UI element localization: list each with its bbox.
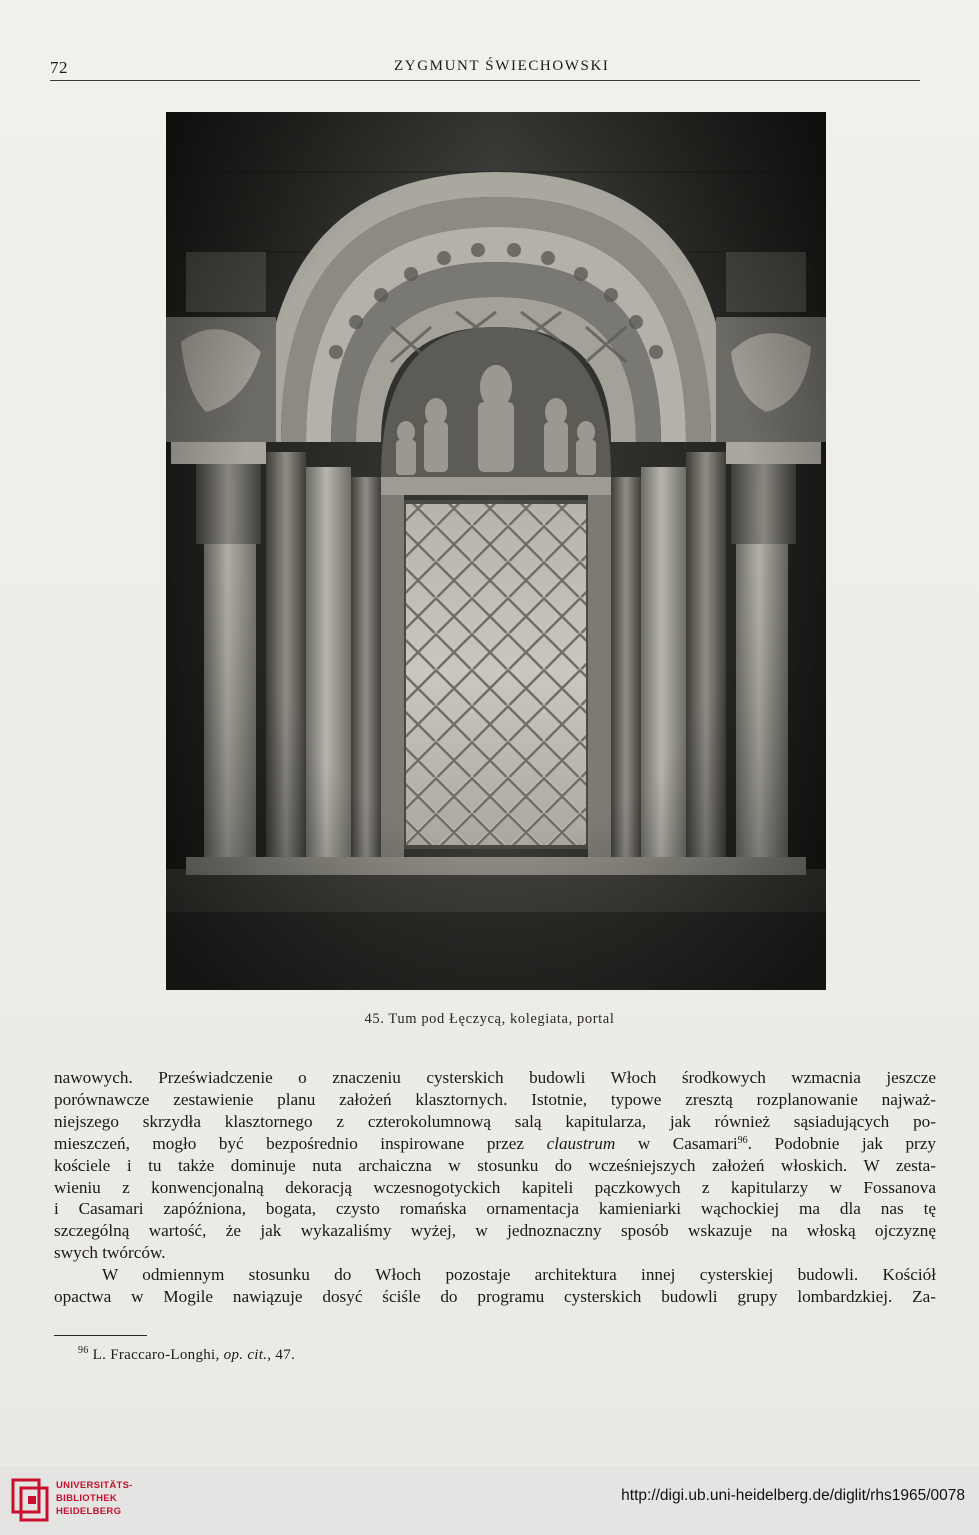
permalink-url[interactable]: http://digi.ub.uni-heidelberg.de/diglit/rhs1965/0078 [621, 1487, 965, 1504]
footnote-rule [54, 1335, 147, 1336]
figure-caption: 45. Tum pod Łęczycą, kolegiata, portal [364, 1011, 615, 1027]
text-line: kościele i tu także dominuje nuta archaiczna w stosunku do wcześniejszych założeń włoskich. W zesta- [54, 1155, 936, 1175]
italic-term: claustrum [546, 1133, 616, 1153]
running-head: ZYGMUNT ŚWIECHOWSKI [394, 58, 610, 74]
text-fragment: . Podobnie jak przy [747, 1133, 936, 1153]
text-line: swych twórców. [54, 1243, 166, 1263]
footnote-96 [78, 1347, 295, 1364]
ub-heidelberg-logo-icon [10, 1476, 50, 1524]
portal-photograph-illustration [166, 112, 826, 990]
footnote-number: 96 [78, 1345, 89, 1356]
library-name-line: BIBLIOTHEK [56, 1493, 118, 1504]
text-fragment: w Casamari [637, 1133, 738, 1153]
library-name-line: HEIDELBERG [56, 1506, 122, 1517]
figure-photo-portal [166, 112, 826, 990]
text-fragment: mieszczeń, mogło być bezpośrednio inspirowane przez [54, 1133, 525, 1153]
footnote-pages: , 47. [267, 1347, 296, 1363]
text-line: i Casamari zapóźniona, bogata, czysto romańska ornamentacja kamieniarki wąchockiej ma dla nas tę [54, 1199, 936, 1219]
header-rule [50, 80, 920, 81]
library-name-line: UNIVERSITÄTS- [56, 1480, 133, 1491]
paragraph-2 [54, 1264, 936, 1308]
text-line [54, 1133, 936, 1155]
library-name [56, 1479, 133, 1518]
text-line: opactwa w Mogile nawiązuje dosyć ściśle do programu cysterskich budowli grupy lombardzkiej. Za- [54, 1287, 936, 1307]
text-line: szczególną wartość, że jak wykazaliśmy wyżej, w jednoznaczny sposób wskazuje na włoską ojczyznę [54, 1221, 936, 1241]
library-footer-bar [0, 1466, 979, 1535]
text-line: W odmiennym stosunku do Włoch pozostaje architektura innej cysterskiej budowli. Kościół [102, 1265, 936, 1285]
text-line: niejszego skrzydła klasztornego z czterokolumnową salą kapitularza, jak również sąsiadujących po- [54, 1111, 936, 1131]
body-text [54, 1067, 936, 1308]
footnote-marker: 96 [737, 1134, 748, 1146]
text-line: wieniu z konwencjonalną dekoracją wczesnogotyckich kapiteli pączkowych z kapitularzy w Fossanova [54, 1177, 936, 1197]
footnote-ref: op. cit. [223, 1347, 268, 1363]
page-number: 72 [50, 58, 68, 77]
text-line: porównawcze zestawienie planu założeń klasztornych. Istotnie, typowe zresztą rozplanowanie najważ- [54, 1089, 936, 1109]
paragraph-1 [54, 1067, 936, 1264]
text-line: nawowych. Przeświadczenie o znaczeniu cysterskich budowli Włoch środkowych wzmacnia jeszcze [54, 1068, 936, 1087]
footnote-author: L. Fraccaro-Longhi, [92, 1347, 220, 1363]
